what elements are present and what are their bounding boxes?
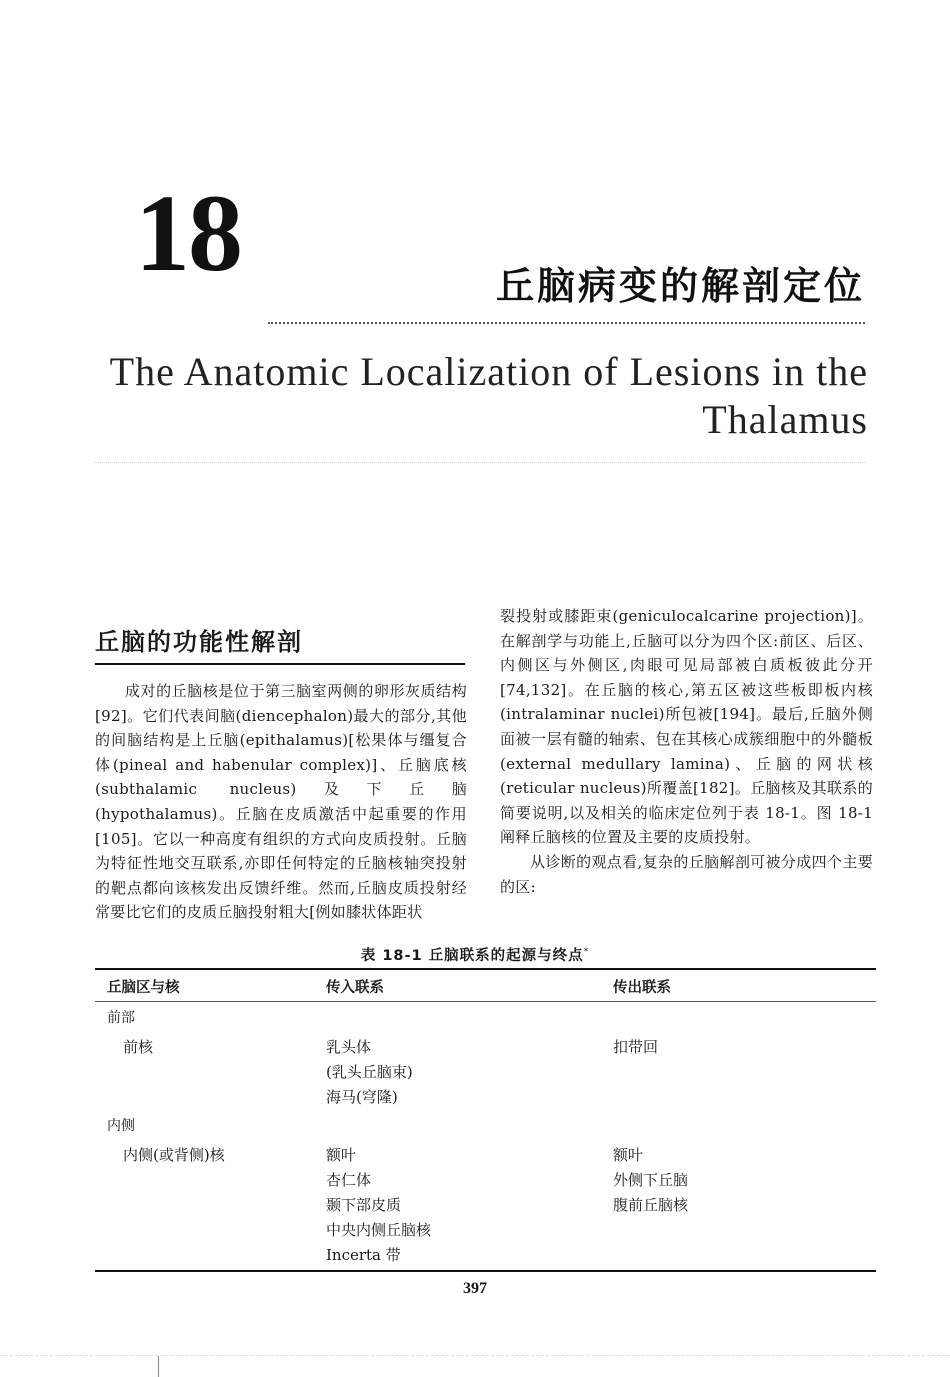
chapter-title-english: The Anatomic Localization of Lesions in the Thalamus	[109, 349, 868, 442]
efferent-item: 扣带回	[613, 1038, 659, 1056]
body-paragraph: 成对的丘脑核是位于第三脑室两侧的卵形灰质结构[92]。它们代表间脑(diencephalon)最大的部分,其他的间脑结构是上丘脑(epithalamus)[松果体与缰复合体(pineal and habenular complex)]、丘脑底核(subthalamic nucleus)及下丘脑(hypothalamus)。丘脑在皮质激活中起重要的作用[105]。它以一种高度有组织的方式向皮质投射。丘脑为特征性地交互联系,亦即任何特定的丘脑核轴突投射的靶点都向该核发出反馈纤维。然而,丘脑皮质投射经常要比它们的皮质丘脑投射粗大[例如膝状体距状	[95, 682, 467, 922]
column-header-afferent: 传入联系	[326, 969, 613, 1002]
group-label: 前部	[107, 1010, 135, 1026]
afferent-cell	[326, 1035, 613, 1110]
scan-tick	[158, 1356, 159, 1377]
body-paragraph-continued: 裂投射或膝距束(geniculocalcarine projection)]。在解剖学与功能上,丘脑可以分为四个区:前区、后区、内侧区与外侧区,肉眼可见局部被白质板彼此分开[74,132]。在丘脑的核心,第五区被这些板即板内核(intralaminar nuclei)所包被[194]。最后,丘脑外侧面被一层有髓的轴索、包在其核心成簇细胞中的外髓板(external medullary lamina)、丘脑的网状核(reticular nucleus)所覆盖[182]。丘脑核及其联系的简要说明,以及相关的临床定位列于表 18-1。图 18-1 阐释丘脑核的位置及主要的皮质投射。	[500, 607, 873, 847]
nucleus-cell: 前核	[123, 1038, 154, 1056]
column-header-nucleus: 丘脑区与核	[95, 969, 326, 1002]
chapter-title-chinese: 丘脑病变的解剖定位	[495, 264, 865, 308]
afferent-item: (乳头丘脑束)	[326, 1063, 413, 1081]
table-caption-text: 表 18-1 丘脑联系的起源与终点	[360, 948, 584, 964]
table-row	[95, 1035, 876, 1110]
group-label: 内侧	[107, 1118, 135, 1134]
afferent-item: 额叶	[326, 1146, 357, 1164]
efferent-item: 外侧下丘脑	[613, 1171, 689, 1189]
efferent-item: 额叶	[613, 1146, 644, 1164]
scan-edge	[0, 1355, 950, 1356]
afferent-item: 杏仁体	[326, 1171, 372, 1189]
afferent-cell	[326, 1143, 613, 1271]
efferent-cell	[613, 1035, 876, 1110]
afferent-item: 颞下部皮质	[326, 1196, 402, 1214]
right-column	[500, 604, 873, 899]
table-caption	[0, 944, 950, 965]
table-group-row	[95, 1110, 876, 1143]
afferent-item: 中央内侧丘脑核	[326, 1221, 432, 1239]
afferent-item: Incerta 带	[326, 1246, 401, 1264]
efferent-item: 腹前丘脑核	[613, 1196, 689, 1214]
section-heading: 丘脑的功能性解剖	[95, 622, 465, 665]
afferent-item: 乳头体	[326, 1038, 372, 1056]
nucleus-cell: 内侧(或背侧)核	[95, 1143, 326, 1271]
afferent-item: 海马(穹隆)	[326, 1088, 398, 1106]
header-divider	[95, 462, 865, 463]
chapter-number: 18	[135, 172, 241, 294]
title-divider	[268, 322, 865, 324]
table-group-row	[95, 1002, 876, 1036]
table-footnote-mark: *	[583, 947, 590, 958]
efferent-cell	[613, 1143, 876, 1271]
left-column	[95, 679, 467, 925]
page-number: 397	[463, 1280, 487, 1297]
table-header-row	[95, 969, 876, 1002]
column-header-efferent: 传出联系	[613, 969, 876, 1002]
table-row	[95, 1143, 876, 1271]
body-paragraph: 从诊断的观点看,复杂的丘脑解剖可被分成四个主要的区:	[500, 852, 873, 896]
connections-table	[95, 968, 876, 1272]
